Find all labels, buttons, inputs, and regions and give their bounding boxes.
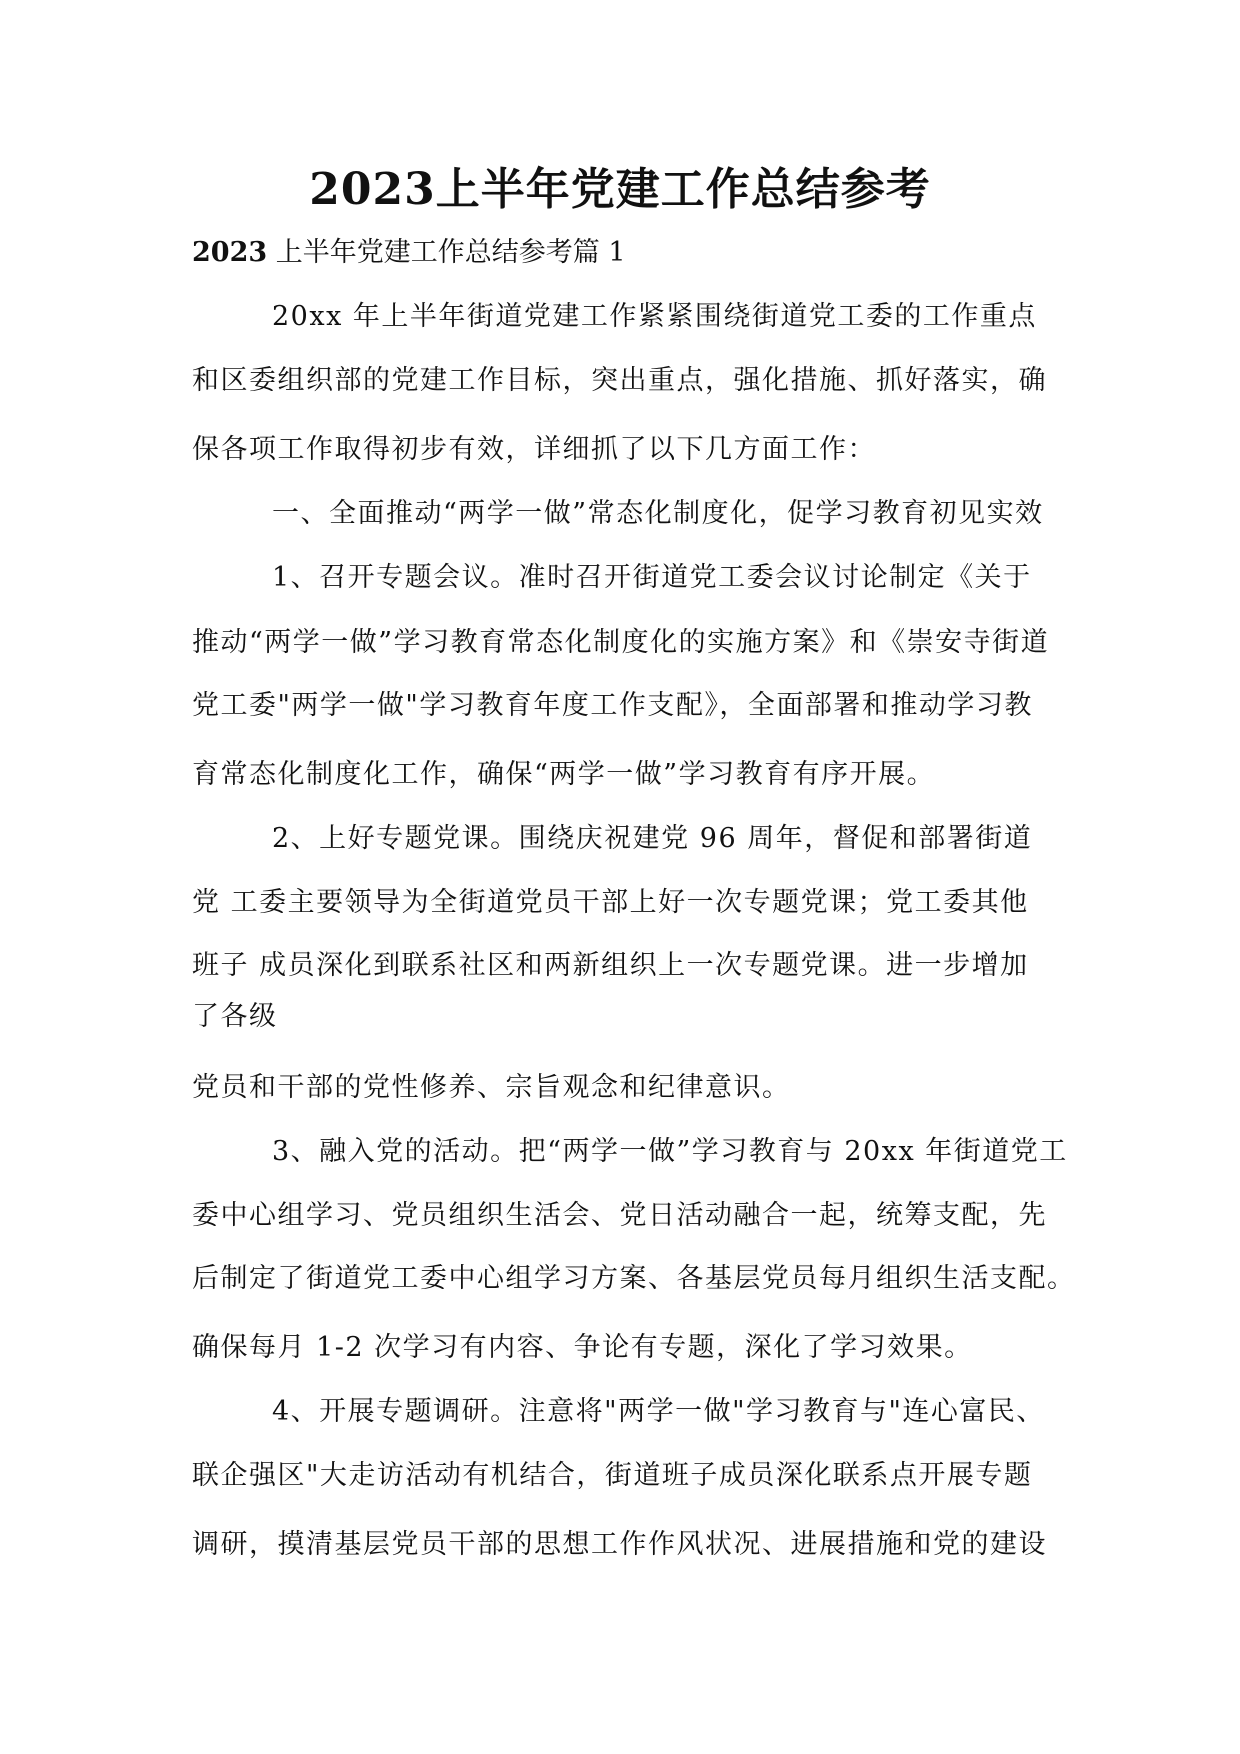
paragraph-line: 4、开展专题调研。注意将"两学一做"学习教育与"连心富民、: [272, 1396, 1045, 1427]
paragraph-line: 班子 成员深化到联系社区和两新组织上一次专题党课。进一步增加: [192, 950, 1029, 981]
paragraph-line: 育常态化制度化工作，确保“两学一做”学习教育有序开展。: [192, 759, 936, 790]
paragraph-line: 确保每月 1-2 次学习有内容、争论有专题，深化了学习效果。: [192, 1332, 973, 1363]
paragraph-line: 推动“两学一做”学习教育常态化制度化的实施方案》和《崇安寺街道: [192, 627, 1050, 658]
section-heading-year: 2023: [192, 237, 268, 268]
paragraph-line: 保各项工作取得初步有效，详细抓了以下几方面工作：: [192, 434, 876, 465]
paragraph-line: 2、上好专题党课。围绕庆祝建党 96 周年，督促和部署街道: [272, 823, 1033, 854]
document-title: 2023上半年党建工作总结参考: [309, 164, 931, 215]
paragraph-line: 了各级: [192, 1001, 278, 1032]
section-heading-text: 上半年党建工作总结参考篇 1: [267, 237, 626, 268]
paragraph-line: 1、召开专题会议。准时召开街道党工委会议讨论制定《关于: [272, 562, 1032, 593]
paragraph-line: 联企强区"大走访活动有机结合，街道班子成员深化联系点开展专题: [192, 1460, 1033, 1491]
paragraph-line: 一、全面推动“两学一做”常态化制度化，促学习教育初见实效: [272, 498, 1044, 529]
paragraph-line: 调研，摸清基层党员干部的思想工作作风状况、进展措施和党的建设: [192, 1529, 1047, 1560]
paragraph-line: 3、融入党的活动。把“两学一做”学习教育与 20xx 年街道党工: [272, 1136, 1068, 1167]
paragraph-line: 和区委组织部的党建工作目标，突出重点，强化措施、抓好落实，确: [192, 365, 1047, 396]
paragraph-line: 后制定了街道党工委中心组学习方案、各基层党员每月组织生活支配。: [192, 1263, 1076, 1294]
paragraph-line: 党工委"两学一做"学习教育年度工作支配》，全面部署和推动学习教: [192, 690, 1033, 721]
paragraph-line: 委中心组学习、党员组织生活会、党日活动融合一起，统筹支配，先: [192, 1200, 1047, 1231]
paragraph-line: 党 工委主要领导为全街道党员干部上好一次专题党课；党工委其他: [192, 887, 1029, 918]
section-heading: [192, 233, 626, 273]
paragraph-line: 党员和干部的党性修养、宗旨观念和纪律意识。: [192, 1072, 791, 1103]
paragraph-line: 20xx 年上半年街道党建工作紧紧围绕街道党工委的工作重点: [272, 301, 1037, 332]
